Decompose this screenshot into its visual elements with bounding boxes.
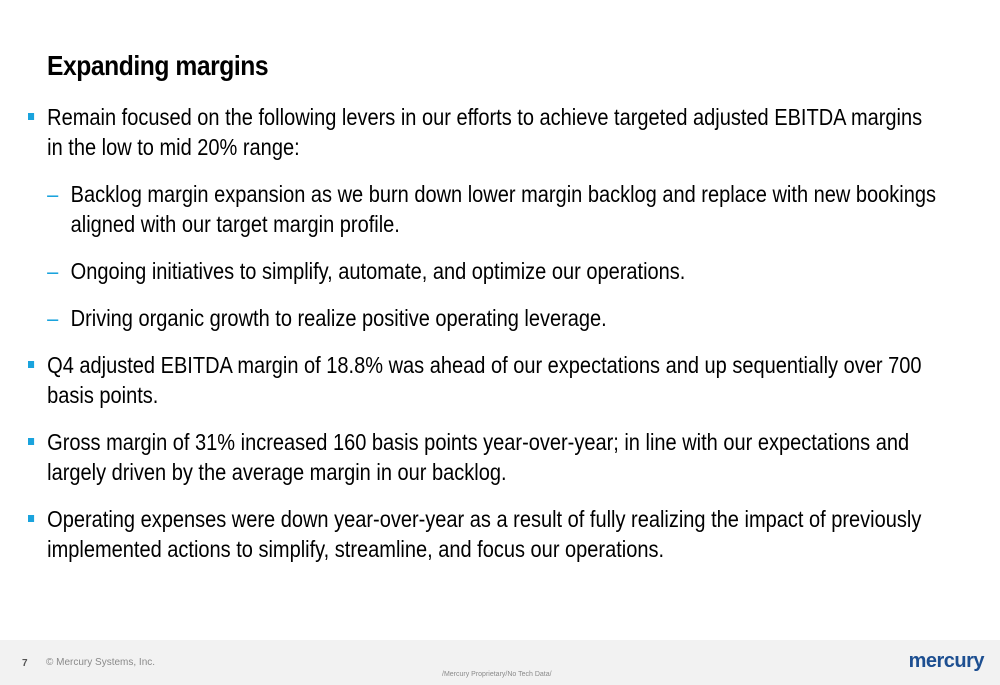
sub-bullet-text: Backlog margin expansion as we burn down lower margin backlog and replace with new bookings aligned with our target margin profile. [70, 181, 936, 237]
square-bullet-icon [28, 361, 34, 368]
sub-bullet-item [28, 256, 942, 286]
square-bullet-icon [28, 438, 34, 445]
square-bullet-icon [28, 515, 34, 522]
slide-title: Expanding margins [47, 50, 269, 81]
bullet-item [28, 102, 942, 162]
bullet-text: Q4 adjusted EBITDA margin of 18.8% was ahead of our expectations and up sequentially over 700 basis points. [47, 352, 922, 408]
bullet-item [28, 427, 942, 487]
sub-bullet-item [28, 303, 942, 333]
classification-label: /Mercury Proprietary/No Tech Data/ [442, 671, 552, 678]
mercury-logo: mercury [908, 650, 984, 672]
dash-bullet-icon: – [47, 305, 59, 331]
bullet-list [28, 102, 942, 564]
bullet-text: Operating expenses were down year-over-year as a result of fully realizing the impact of previously implemented actions to simplify, streamline, and focus our operations. [47, 506, 922, 562]
copyright-text: © Mercury Systems, Inc. [46, 657, 156, 668]
bullet-text: Remain focused on the following levers in our efforts to achieve targeted adjusted EBITDA margins in the low to mid 20% range: [47, 104, 923, 160]
square-bullet-icon [28, 113, 34, 120]
dash-bullet-icon: – [47, 258, 59, 284]
page-number: 7 [22, 658, 28, 669]
sub-bullet-text: Driving organic growth to realize positive operating leverage. [70, 305, 607, 331]
sub-bullet-item [28, 179, 942, 239]
sub-bullet-text: Ongoing initiatives to simplify, automate, and optimize our operations. [70, 258, 686, 284]
bullet-item [28, 504, 942, 564]
bullet-item [28, 350, 942, 410]
footer-bar [0, 640, 1000, 685]
bullet-text: Gross margin of 31% increased 160 basis points year-over-year; in line with our expectations and largely driven by the average margin in our backlog. [47, 429, 910, 485]
dash-bullet-icon: – [47, 181, 59, 207]
